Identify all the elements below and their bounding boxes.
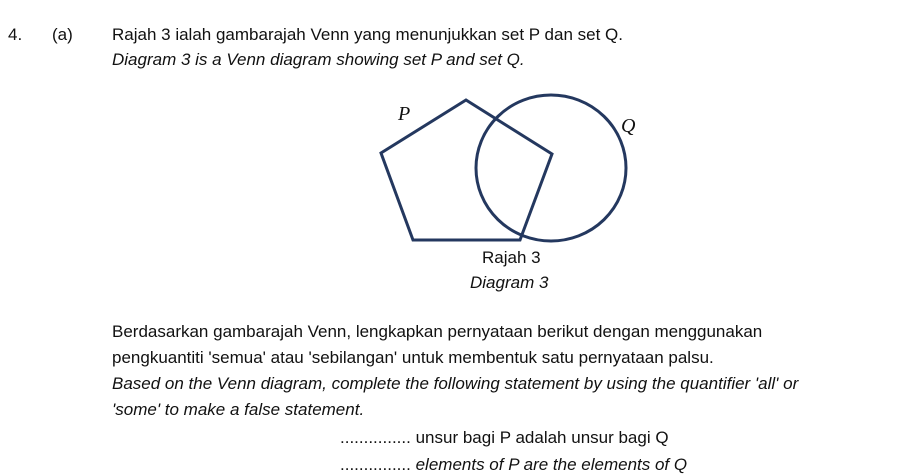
caption-english: Diagram 3 (470, 273, 549, 292)
answer-blank-malay[interactable]: ............... (340, 428, 411, 447)
question-number: 4. (8, 25, 23, 44)
set-q-circle (476, 95, 626, 241)
statement-malay: unsur bagi P adalah unsur bagi Q (415, 428, 669, 447)
statement-english: elements of P are the elements of Q (415, 455, 688, 474)
instruction-english-2: 'some' to make a false statement. (112, 400, 365, 419)
set-p-label: P (398, 103, 411, 125)
instruction-malay-1: Berdasarkan gambarajah Venn, lengkapkan pernyataan berikut dengan menggunakan (112, 322, 763, 341)
intro-malay: Rajah 3 ialah gambarajah Venn yang menunjukkan set P dan set Q. (112, 25, 623, 44)
instruction-english-1: Based on the Venn diagram, complete the following statement by using the quantifier 'all' or (112, 374, 799, 393)
question-part: (a) (52, 25, 73, 44)
set-q-label: Q (621, 115, 636, 137)
caption-malay: Rajah 3 (482, 248, 541, 267)
intro-english: Diagram 3 is a Venn diagram showing set P and set Q. (112, 50, 525, 69)
instruction-malay-2: pengkuantiti 'semua' atau 'sebilangan' untuk membentuk satu pernyataan palsu. (112, 348, 714, 367)
answer-blank-english[interactable]: ............... (340, 455, 411, 474)
